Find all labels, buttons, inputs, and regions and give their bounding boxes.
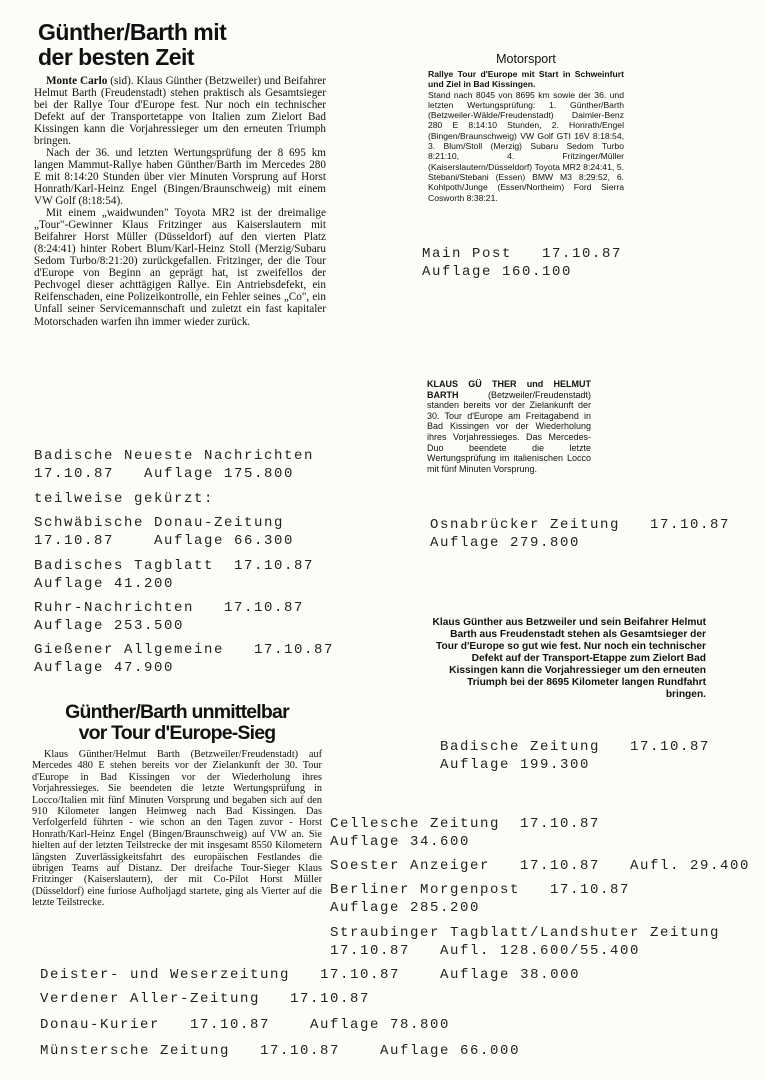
clip-text: (Betzweiler/Freudenstadt) standen bereits vor der Zielankunft der 30. Tour d'Europe am Freitagabend in Bad Kissingen vor der Wiederholung ihres Vorjahressieges. Das Mercedes-Duo beendete die letzte Wertungsprüfung im italienischen Locco mit fünf Minuten Vorsprung. (427, 389, 591, 474)
source-donau-kurier: Donau-Kurier 17.10.87 Auflage 78.800 (40, 1017, 451, 1033)
source-ruhr-name: Ruhr-Nachrichten 17.10.87 (34, 600, 305, 616)
clipping-mainpost (428, 52, 624, 203)
source-berliner-detail: Auflage 285.200 (330, 900, 481, 916)
clipping-giessener-headline (32, 702, 322, 745)
headline-line: Günther/Barth mit (38, 19, 227, 45)
source-bnn-name: Badische Neueste Nachrichten (34, 448, 315, 464)
source-muenstersche: Münstersche Zeitung 17.10.87 Auflage 66.000 (40, 1043, 521, 1059)
source-ruhr-detail: Auflage 253.500 (34, 618, 185, 634)
source-mainpost-detail: Auflage 160.100 (422, 264, 573, 280)
clipping-bnn-headline (38, 20, 326, 71)
source-osnabruecker-detail: Auflage 279.800 (430, 535, 581, 551)
clip-names: KLAUS GÜ THER und HELMUT BARTH (427, 379, 591, 400)
dateline: Monte Carlo (46, 74, 108, 87)
source-schwaebische-name: Schwäbische Donau-Zeitung (34, 515, 285, 531)
source-deister: Deister- und Weserzeitung 17.10.87 Auflage 38.000 (40, 967, 581, 983)
clipping-giessener (32, 702, 322, 909)
article-paragraph: Klaus Günther/Helmut Barth (Betzweiler/Freudenstadt) auf Mercedes 480 E stehen bereits vor der Zielankunft der 30. Tour d'Europe in Bad Kissingen vor der Wiederholung ihres Vorjahressieges. Sie beendeten die letzte Wertungsprüfung in Locco/Italien mit fünf Minuten Vorsprung und begaben sich auf den 910 Kilometer langen Heimweg nach Bad Kissingen. Das Verfolgerfeld führten - wie schon an den Tagen zuvor - Horst Honrath/Karl-Heinz Engel (Bingen/Braunschweig) auf VW an. Sie hielten auf der letzten Teilstrecke der mit insgesamt 8550 Kilometern längsten Zuverlässigkeitsfahrt des europäischen Festlandes die übrigen Teams auf Distanz. Der dreifache Tour-Sieger Klaus Fritzinger (Kaiserslautern), der mit Co-Pilot Horst Müller (Düsseldorf) eine furiose Aufholjagd startete, ging als Vierter auf die letzte Teilstrecke. (32, 748, 322, 909)
source-badische-zeitung-detail: Auflage 199.300 (440, 757, 591, 773)
source-osnabruecker-name: Osnabrücker Zeitung 17.10.87 (430, 517, 731, 533)
section-label: Motorsport (496, 52, 556, 66)
source-tagblatt-detail: Auflage 41.200 (34, 576, 175, 592)
headline-line: vor Tour d'Europe-Sieg (78, 722, 276, 745)
headline-line: der besten Zeit (38, 44, 195, 71)
clipping-badische-zeitung (432, 617, 706, 701)
source-schwaebische-detail: 17.10.87 Auflage 66.300 (34, 533, 295, 549)
clip-text: aus Betzweiler und sein Beifahrer Helmut Barth aus Freudenstadt stehen als Gesamtsieger der Tour d'Europe so gut wie fest. Nur noch ein technischer Defekt auf der Transport-Etappe zum Zielort Bad Kissingen kann die Vorjahressieger um den erneuten Triumph bei der 8695 Kilometer langen Rundfahrt bringen. (436, 617, 706, 700)
article-paragraph: Mit einem „waidwunden" Toyota MR2 ist der dreimalige „Tour"-Gewinner Klaus Fritzinger aus Kaiserslautern mit Beifahrer Horst Müller (Düsseldorf) auf den vierten Platz (8:24:41) hinter Robert Blum/Karl-Heinz Stoll (Merzig/Subaru Sedom Turbo/8:21:20) zurückgefallen. Fritzinger, der die Tour d'Europe von Beginn an geprägt hat, ist zweifellos der Pechvogel dieser achttägigen Rallye. Ein Antriebsdefekt, ein Reifenschaden, eine Polizeikontrolle, ein Fehler seines „Co", ein Unfall seiner Servicemannschaft und zuletzt ein fast kapitaler Motorschaden warfen ihn immer wieder zurück. (34, 207, 326, 328)
source-badische-zeitung-name: Badische Zeitung 17.10.87 (440, 739, 711, 755)
source-cellesche-detail: Auflage 34.600 (330, 834, 471, 850)
clip-name: Klaus Günther (432, 617, 503, 628)
source-mainpost-name: Main Post 17.10.87 (422, 246, 623, 262)
source-berliner-name: Berliner Morgenpost 17.10.87 (330, 882, 631, 898)
results-text: Stand nach 8045 von 8695 km sowie der 36. und letzten Wertungsprüfung: 1. Günther/Barth (Betzweiler-Wälde/Freudenstadt) Daimler-Benz 280 E 8:14:10 Stunden, 2. Honrath/Engel (Bingen/Braunschweig) VW Golf GTI 16V 8:18:54, 3. Blum/Stoll (Merzig) Subaru Sedom Turbo 8:21:10, 4. Fritzinger/Müller (Kaiserslautern/Düsseldorf) Toyota MR2 8:24:41, 5. Stebani/Stebani (Essen) BMW M3 8:29:52, 6. Kohlpoth/Junge (Essen/Northeim) Ford Sierra Cosworth 8:38:21. (428, 89, 624, 203)
source-straubinger-name: Straubinger Tagblatt/Landshuter Zeitung (330, 925, 721, 941)
source-soester: Soester Anzeiger 17.10.87 Aufl. 29.400 (330, 858, 751, 874)
source-giessen-detail: Auflage 47.900 (34, 660, 175, 676)
source-tagblatt-name: Badisches Tagblatt 17.10.87 (34, 558, 315, 574)
article-paragraph: Nach der 36. und letzten Wertungsprüfung der 8 695 km langen Mammut-Rallye haben Günther/Barth im Mercedes 280 E mit 8:14:20 Stunden über vier Minuten Vorsprung auf Horst Honrath/Karl-Heinz Engel (Bingen/Braunschweig) mit einem VW Golf (8:18:54). (34, 146, 326, 208)
headline-line: Günther/Barth unmittelbar (65, 701, 289, 723)
source-straubinger-detail: 17.10.87 Aufl. 128.600/55.400 (330, 943, 641, 959)
source-giessen-name: Gießener Allgemeine 17.10.87 (34, 642, 335, 658)
clipping-osnabruecker (427, 379, 591, 474)
article-paragraph: (sid). Klaus Günther (Betzweiler) und Beifahrer Helmut Barth (Freudenstadt) stehen praktisch als Gesamtsieger bei der Rallye Tour d'Europe fest. Nur noch ein technischer Defekt auf der Transportetappe von Italien zum Zielort Bad Kissingen kann die Vorjahressieger um den erneuten Triumph bringen. (34, 74, 326, 147)
note-gekuerzt: teilweise gekürzt: (34, 491, 215, 507)
clip-heading: Rallye Tour d'Europe mit Start in Schweinfurt und Ziel in Bad Kissingen. (428, 69, 624, 90)
source-verdener: Verdener Aller-Zeitung 17.10.87 (40, 991, 371, 1007)
source-cellesche-name: Cellesche Zeitung 17.10.87 (330, 816, 601, 832)
source-bnn-detail: 17.10.87 Auflage 175.800 (34, 466, 295, 482)
clipping-bnn (34, 20, 326, 328)
